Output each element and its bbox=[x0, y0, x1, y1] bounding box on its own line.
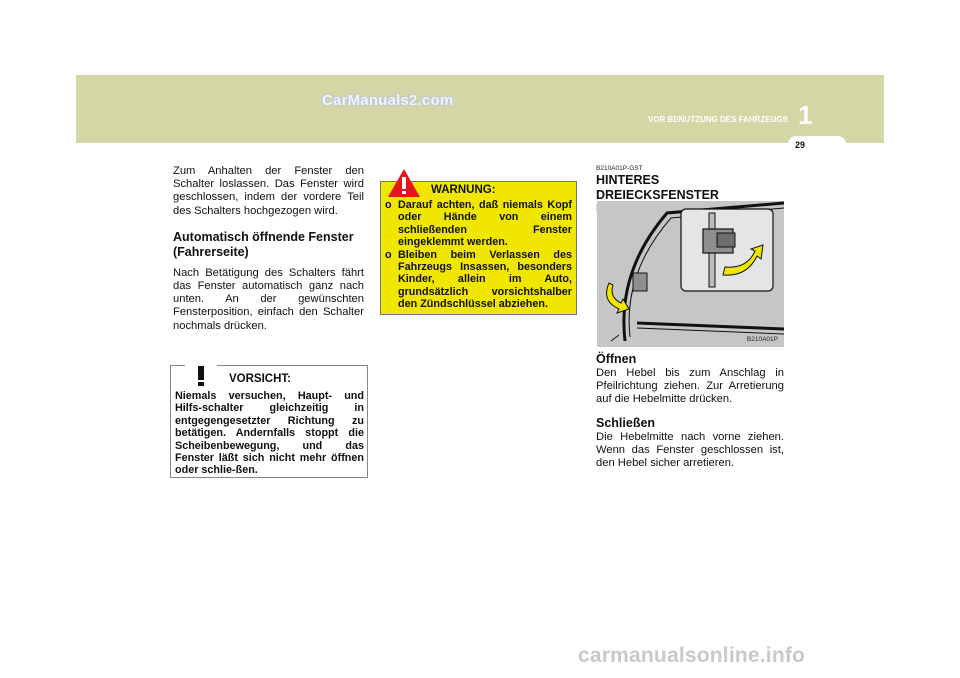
warning-item-text: Bleiben beim Verlassen des Fahrzeugs Insassen, besonders Kinder, allein im Auto, grundsätzlich vorsichtshalber den Zündschlüssel abziehen. bbox=[398, 248, 572, 311]
caution-title: VORSICHT: bbox=[229, 373, 291, 385]
close-text: Die Hebelmitte nach vorne ziehen. Wenn das Fenster geschlossen ist, den Hebel sicher arretieren. bbox=[596, 430, 784, 470]
vent-window-illustration bbox=[597, 201, 784, 347]
site-watermark-bottom: carmanualsonline.info bbox=[578, 644, 806, 667]
caution-box bbox=[170, 365, 368, 478]
warning-box bbox=[380, 181, 577, 315]
caution-text: Niemals versuchen, Haupt- und Hilfs-schalter gleichzeitig in entgegengesetzter Richtung zu betätigen. Andernfalls stoppt die Scheibenbewegung, und das Fenster läßt sich nicht mehr öffnen oder schlie-ßen. bbox=[175, 390, 364, 477]
header-band bbox=[76, 75, 884, 143]
site-watermark-top: CarManuals2.com bbox=[322, 92, 454, 109]
warning-list bbox=[385, 199, 572, 311]
section-title: VOR BENUTZUNG DES FAHRZEUGS bbox=[647, 115, 788, 124]
intro-paragraph: Zum Anhalten der Fenster den Schalter loslassen. Das Fenster wird geschlossen, indem der vordere Teil des Schalters hochgezogen wird. bbox=[173, 165, 364, 217]
section-code: B210A01P-GST bbox=[596, 165, 643, 172]
column-right-lower bbox=[596, 352, 784, 470]
page-number: 29 bbox=[794, 140, 805, 150]
caution-exclamation-icon bbox=[185, 364, 217, 388]
vent-window-figure bbox=[597, 201, 784, 347]
section-number: 1 bbox=[798, 100, 813, 130]
close-heading: Schließen bbox=[596, 415, 656, 430]
open-heading: Öffnen bbox=[596, 352, 637, 366]
open-text: Den Hebel bis zum Anschlag in Pfeilrichtung ziehen. Zur Arretierung auf die Hebelmitte drücken. bbox=[596, 367, 784, 406]
warning-title: WARNUNG: bbox=[431, 184, 496, 196]
auto-window-heading: Automatisch öffnende Fenster (Fahrerseite) bbox=[173, 229, 354, 259]
warning-bullet: o bbox=[385, 199, 392, 211]
warning-item bbox=[385, 249, 572, 311]
auto-window-paragraph: Nach Betätigung des Schalters fährt das Fenster automatisch ganz nach unten. An der gewünschten Fensterposition, einfach den Schalter nochmals drücken. bbox=[173, 266, 364, 332]
column-left bbox=[173, 165, 364, 333]
warning-bullet: o bbox=[385, 248, 392, 261]
figure-code: B210A01P bbox=[746, 336, 778, 343]
warning-triangle-icon bbox=[387, 168, 421, 198]
warning-item-text: Darauf achten, daß niemals Kopf oder Hände von einem schließenden Fenster eingeklemmt werden. bbox=[398, 199, 572, 249]
warning-item bbox=[385, 199, 572, 249]
rear-window-title: HINTERES DREIECKSFENSTER bbox=[596, 173, 719, 202]
